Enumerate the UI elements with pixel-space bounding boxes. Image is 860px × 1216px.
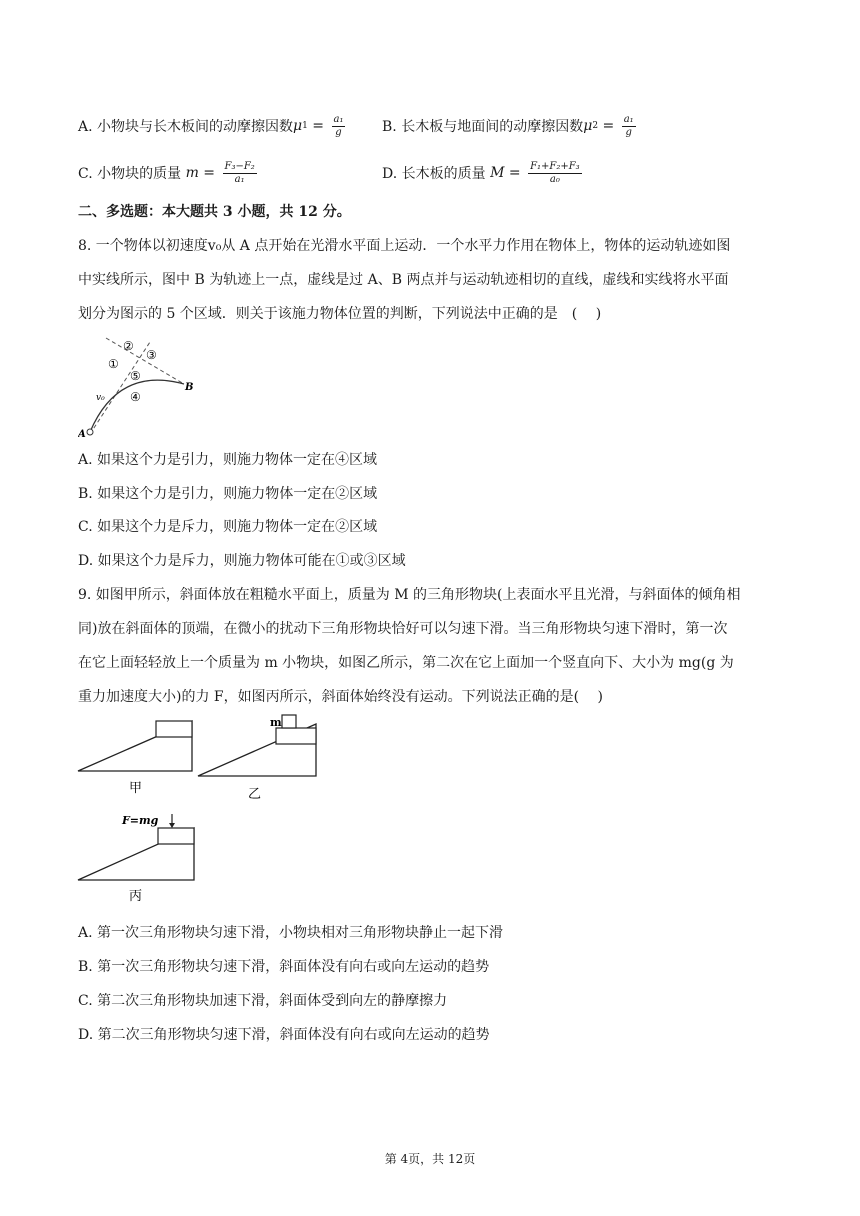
- label-r4: ④: [130, 390, 141, 404]
- q9-option-d: D. 第二次三角形物块匀速下滑，斜面体没有向右或向左运动的趋势: [78, 1027, 490, 1043]
- page-number: 第 4页，共 12页: [384, 1152, 476, 1166]
- q7-option-c: C. 小物块的质量 m = $\frac{\text{F₃−F₂}}{\text{a₁}}$: [78, 160, 255, 185]
- label-r1: ①: [108, 357, 119, 371]
- q9-option-a: A. 第一次三角形物块匀速下滑，小物块相对三角形物块静止一起下滑: [78, 925, 504, 941]
- label-b: B: [185, 382, 194, 393]
- q9-figure-bing: [76, 808, 200, 904]
- q8-option-c: C. 如果这个力是斥力，则施力物体一定在②区域: [78, 519, 378, 535]
- label-a: A: [78, 429, 86, 440]
- section-heading: 二、多选题：本大题共 3 小题，共 12 分。: [78, 204, 351, 220]
- q9-figure-yi: [194, 712, 320, 802]
- label-v0: v₀: [96, 393, 105, 403]
- q9-stem-line-1: 9. 如图甲所示，斜面体放在粗糙水平面上，质量为 M 的三角形物块(上表面水平且光滑，与斜面体的倾角相: [78, 587, 741, 603]
- q9-option-c: C. 第二次三角形物块加速下滑，斜面体受到向左的静摩擦力: [78, 993, 448, 1009]
- q8-option-d: D. 如果这个力是斥力，则施力物体可能在①或③区域: [78, 553, 406, 569]
- label-r5: ⑤: [130, 369, 141, 383]
- option-text: B. 长木板与地面间的动摩擦因数: [382, 119, 584, 135]
- fraction: $\frac{\text{a₁}}{g}$: [623, 113, 634, 138]
- q9-stem-line-2: 同)放在斜面体的顶端，在微小的扰动下三角形物块恰好可以匀速下滑。当三角形物块匀速下滑时，第一次: [78, 621, 728, 637]
- fraction: $\frac{\text{a₁}}{g}$: [333, 113, 344, 138]
- label-f-mg: F=mg: [122, 814, 159, 827]
- q8-trajectory-figure: [78, 336, 204, 440]
- label-jia: 甲: [129, 781, 143, 796]
- option-text: C. 小物块的质量: [78, 166, 186, 182]
- label-m: m: [270, 716, 282, 729]
- q8-stem-line-3: 划分为图示的 5 个区域．则关于该施力物体位置的判断，下列说法中正确的是 ( ): [78, 306, 602, 322]
- q9-figure-jia: [76, 716, 198, 798]
- q9-option-b: B. 第一次三角形物块匀速下滑，斜面体没有向右或向左运动的趋势: [78, 959, 490, 975]
- q9-stem-line-3: 在它上面轻轻放上一个质量为 m 小物块，如图乙所示，第二次在它上面加一个竖直向下、大小为 mg(g 为: [78, 655, 734, 671]
- q7-options-row-2: [78, 155, 778, 191]
- label-yi: 乙: [248, 787, 262, 802]
- q8-stem-line-1: 8. 一个物体以初速度v₀从 A 点开始在光滑水平面上运动．一个水平力作用在物体上，物体的运动轨迹如图: [78, 238, 731, 254]
- q8-stem-line-2: 中实线所示，图中 B 为轨迹上一点，虚线是过 A、B 两点并与运动轨迹相切的直线，虚线和实线将水平面: [78, 272, 729, 288]
- label-bing: 丙: [129, 889, 143, 904]
- label-r2: ②: [123, 339, 134, 353]
- option-text: D. 长木板的质量: [382, 166, 491, 182]
- q7-option-d: D. 长木板的质量 M = $\frac{\text{F₁+F₂+F₃}}{\text{a₀}}$: [382, 160, 580, 185]
- label-r3: ③: [146, 348, 157, 362]
- fraction: $\frac{\text{F₁+F₂+F₃}}{\text{a₀}}$: [530, 160, 580, 185]
- q8-option-a: A. 如果这个力是引力，则施力物体一定在④区域: [78, 452, 378, 468]
- q7-options-row-1: [78, 108, 778, 144]
- fraction: $\frac{\text{F₃−F₂}}{\text{a₁}}$: [224, 160, 255, 185]
- q9-stem-line-4: 重力加速度大小)的力 F，如图丙所示，斜面体始终没有运动。下列说法正确的是( ): [78, 689, 603, 705]
- q8-option-b: B. 如果这个力是引力，则施力物体一定在②区域: [78, 486, 378, 502]
- q7-option-a: A. 小物块与长木板间的动摩擦因数 μ 1 = $\frac{\text{a₁}}{g}$: [78, 113, 344, 138]
- option-text: A. 小物块与长木板间的动摩擦因数: [78, 119, 294, 135]
- q7-option-b: B. 长木板与地面间的动摩擦因数 μ 2 = $\frac{\text{a₁}}{g}$: [382, 113, 634, 138]
